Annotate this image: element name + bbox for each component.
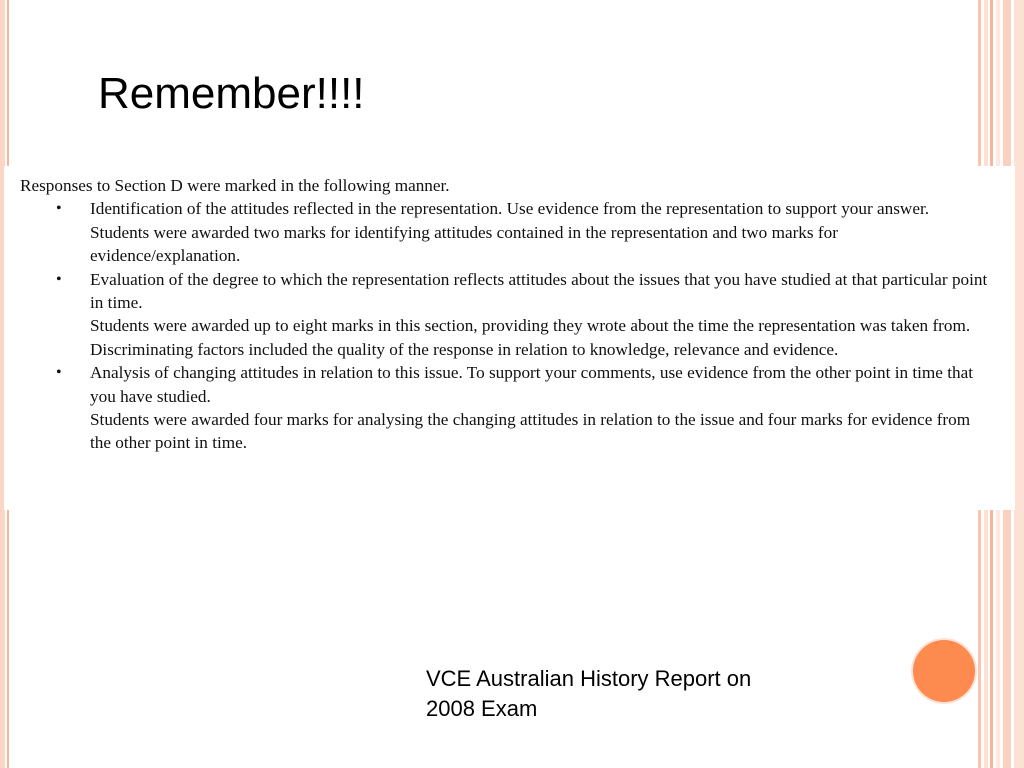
report-criteria-list (20, 197, 991, 454)
caption-line: VCE Australian History Report on (426, 666, 752, 691)
criterion-marking-detail: Students were awarded up to eight marks in this section, providing they wrote about the time the representation was taken from. Discriminating factors included the quality of the response in relation to knowledge, relevance and evidence. (90, 316, 971, 359)
criterion-text: Analysis of changing attitudes in relation to this issue. To support your comments, use evidence from the other point in time that you have studied. (90, 363, 973, 406)
list-item (20, 268, 991, 362)
bullet-icon: • (56, 364, 62, 382)
bullet-icon: • (56, 270, 62, 288)
criterion-marking-detail: Students were awarded two marks for identifying attitudes contained in the representation and two marks for evidence/explanation. (90, 222, 838, 266)
slide-title: Remember!!!! (98, 69, 365, 118)
criterion-text: Identification of the attitudes reflected in the representation. Use evidence from the representation to support your answer. (90, 199, 930, 219)
report-intro: Responses to Section D were marked in the following manner. (20, 176, 450, 195)
list-item (20, 361, 991, 455)
criterion-text: Evaluation of the degree to which the representation reflects attitudes about the issues that you have studied at that particular point in time. (90, 269, 988, 313)
criterion-marking-detail: Students were awarded four marks for analysing the changing attitudes in relation to the issue and four marks for evidence from the other point in time. (90, 410, 971, 453)
decorative-circle-icon (913, 640, 975, 702)
caption-line: 2008 Exam (426, 696, 538, 721)
report-excerpt-image (4, 166, 1015, 510)
right-decorative-stripe (1014, 0, 1024, 768)
bullet-icon: • (56, 200, 62, 218)
list-item (20, 197, 991, 267)
source-caption (426, 664, 826, 724)
